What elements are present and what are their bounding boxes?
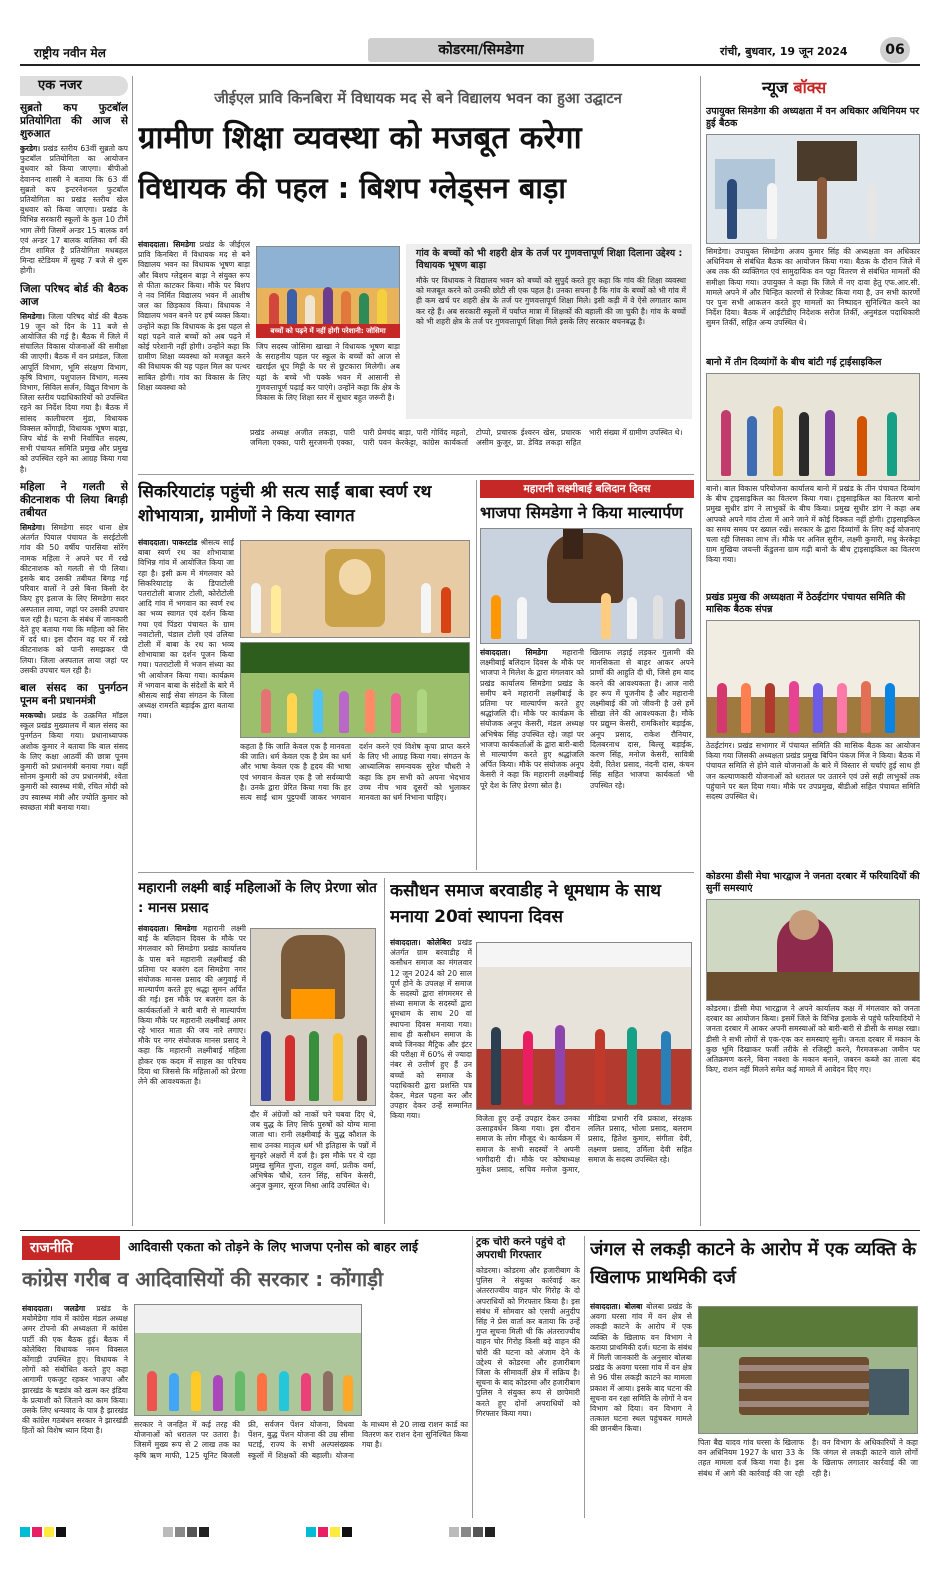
- politics-label: [22, 1236, 120, 1260]
- item-body: जिला परिषद बोर्ड की बैठक 19 जून को दिन के 11 बजे से आयोजित की गई है। बैठक में जिले में संचालित विकास योजनाओं की समीक्षा की जाएगी। बैठक में वन प्रमंडल, जिला आपूर्ति विभाग, भूमि संरक्षण विभाग, कृषि विभाग, पशुपालन विभाग, मत्स्य विभाग, सिविल सर्जन, विद्युत विभाग के जिला स्तरीय पदाधिकारियों को उपस्थित रहने का निर्देश दिया गया है। बैठक में सांसद कालीचरण मुंडा, विधायक विक्सल कोंगाड़ी, विधायक भूषण बाड़ा, जिप बोर्ड के सभी निर्वाचित सदस्य, सभी पंचायत समिति प्रमुख और प्रमुख को उपस्थित रहने का आग्रह किया गया है।: [20, 311, 128, 474]
- ek-najar-item: [20, 682, 128, 813]
- politics-kicker-text: आदिवासी एकता को तोड़ने के लिए भाजपा एनोस को बाहर लाई: [128, 1239, 418, 1254]
- forest-byline: संवाददाता। बोलबा: [590, 1302, 643, 1311]
- item-dateline: मरकच्चो।: [20, 710, 47, 720]
- ek-najar-header: [20, 76, 128, 96]
- politics-body-2: सरकार ने जनहित में कई तरह की योजनाओं को धरातल पर उतारा है। जिसमें मुख्य रूप से 2 लाख तक का कृषि ऋण माफी, 125 यूनिट बिजली फ्री, सर्वजन पेंशन योजना, विधवा पेंशन, बुद्ध पेंशन योजना की उम्र सीमा घटाई, राज्य के सभी अल्पसंख्यक स्कूलों में शिक्षकों की बहाली। योजना के माध्यम से 20 लाख राशन कार्ड का वितरण कर राशन देना सुनिश्चित किया गया है।: [134, 1420, 468, 1460]
- lead-tail: [250, 428, 694, 468]
- politics-kicker: [128, 1238, 468, 1260]
- column-divider: [700, 76, 701, 1226]
- rani-byline: संवाददाता। सिमडेगा: [138, 924, 197, 933]
- nb-body-1: सिमडेगा। उपायुक्त सिमडेगा अजय कुमार सिंह की अध्यक्षता वन अधिकार अधिनियम से संबंधित बैठक का आयोजन किया गया। बैठक के दौरान जिले में अब तक की व्यक्तिगत एवं सामुदायिक वन पट्टा वितरण से संबंधित मामलों की समीक्षा किया गया। उपायुक्त ने कहा कि जिले में नए दावा हेतु एफ.आर.सी. मामले अपने में और चिन्हित कारणों से रिजेक्ट किया गया है, उन सभी कारणों पर पुनः सभी आकलन करते हुए मामलों का निष्पादन सुनिश्चित करने का निर्देश दिया। बैठक में आईटीडीए निदेशक सरोज तिर्की, अनुमंडल पदाधिकारी सुमन तिर्की, सहित अन्य उपस्थित थे।: [706, 247, 920, 328]
- sai-story: [138, 480, 472, 880]
- ek-najar-column: [20, 76, 128, 1226]
- column-divider: [132, 76, 133, 1226]
- ek-najar-item: [20, 283, 128, 475]
- nb-body-3: ठेठईटांगर। प्रखंड सभागार में पंचायत समिति की मासिक बैठक का आयोजन किया गया जिसकी अध्यक्षता प्रखंड प्रमुख बिपिन पंकज मिंज ने किया। बैठक में पंचायत समिति से होने वाले योजनाओं के बारे में विस्तार से चर्चाएं हुई साथ ही जन कल्याणकारी योजनाओं को धरातल पर उतारने एवं उसे सही लाभुकों तक पहुंचाने पर बल दिया गया। मौके पर उपप्रमुख, बीडीओ सहित पंचायत समिति सदस्य उपस्थित थे।: [706, 741, 920, 802]
- lead-body: [138, 240, 250, 425]
- bjp-story: [480, 480, 694, 880]
- politics-headline: [22, 1264, 470, 1298]
- politics-body-text: प्रखंड के मयोमेडेगा गांव में कांग्रेस मंडल अध्यक्ष अमर टोपनो की अध्यक्षता में कांग्रेस पार्टी की एक बैठक हुई। बैठक में कोलेबिरा विधायक नमन विक्सल कोंगाड़ी उपस्थित हुए। विधायक ने लोगों को संबोधित करते हुए कहा आगामी एकजुट रहकर भाजपा और झारखंड के षड्यंत्र को खत्म कर इंडिया के प्रत्याशी को जिताने का काम किया। उसके लिए धन्यवाद के पात्र है झारखंड की कांग्रेस गठबंधन सरकार ने झारखंडी हितों को विशेष ध्यान दिया है।: [22, 1304, 128, 1436]
- kasaudhan-body-2: विजेता हुए उन्हें उपहार देकर उनका उत्साहवर्धन किया गया। इस दौरान समाज के लोग मौजूद थे। कार्यक्रम में समाज के सभी सदस्यों ने अपनी भागीदारी दी। मौके पर कोषाध्यक्ष मुकेश प्रसाद, सचिव मनोज कुमार, मीडिया प्रभारी रवि प्रकाश, संरक्षक ललित प्रसाद, भोला प्रसाद, बलराम प्रसाद, हितेश कुमार, संगीता देवी, लक्ष्मण प्रसाद, उर्मिला देवी सहित समाज के सदस्य उपस्थित रहे।: [476, 1114, 692, 1175]
- sai-photo-1: [240, 540, 470, 638]
- item-headline: सुब्रतो कप फुटबॉल प्रतियोगिता की आज से शुरुआत: [20, 102, 128, 140]
- rani-photo: [250, 928, 376, 1106]
- nb-photo-3: [706, 620, 920, 738]
- lead-headline-2: विधायक की पहल : बिशप ग्लेड्सन बाड़ा: [138, 171, 566, 205]
- kasaudhan-body: प्रखंड अंतर्गत ग्राम बरवाडीह में कसौधन समाज का मंगलवार 12 जून 2024 को 20 साल पूर्ण होने के उपलक्ष में समाज के सदस्यों द्वारा संगमरमर से संध्या समाज के सदस्यों द्वारा धूमधाम के साथ 20 वां स्थापना दिवस मनाया गया। साथ ही कसौधन समाज के बच्चे जिनका मैट्रिक और इंटर की परीक्षा में 60% से ज्यादा नंबर से उत्तीर्ण हुए हैं उन बच्चों को समाज के पदाधिकारी द्वारा प्रशस्ति पत्र देकर, मेडल पहना कर और उपहार देकर उन्हें सम्मानित किया गया।: [390, 938, 472, 1121]
- row-divider: [20, 1230, 920, 1231]
- politics-photo: [134, 1304, 362, 1416]
- forest-headline: जंगल से लकड़ी काटने के आरोप में एक व्यक्ति के खिलाफ प्राथमिकी दर्ज: [590, 1239, 917, 1288]
- caption-text: बच्चों को पढ़ने में नहीं होगी परेशानी: जोसिमा: [270, 327, 386, 335]
- column-divider: [472, 1236, 473, 1518]
- sai-headline: सिकरियाटांड़ पहुंची श्री सत्य साईं बाबा स्वर्ण रथ शोभायात्रा, ग्रामीणों ने किया स्वागत: [138, 482, 432, 526]
- lead-body-text: प्रखंड के जीईएल प्रावि किनबिरा में विधायक मद से बने विद्यालय भवन का विधायक भूषण बाड़ा और बिशप ग्लेड्सन बाड़ा ने संयुक्त रूप से फीता काटकर किया। मौके पर बिशप ने नव निर्मित विद्यालय भवन में आशीष जल का छिड़काव किया। विधायक ने विद्यालय भवन बनने पर हर्ष व्यक्त किया। उन्होंने कहा कि विधायक के इस पहल से यहां पढ़ने वाले बच्चों को अब पढ़ने में कोई परेशानी नहीं होगी। उन्होंने कहा कि ग्रामीण शिक्षा व्यवस्था को मजबूत करने की विधायक की यह पहल मिल का पत्थर साबित होगी। गांव का विकास के लिए शिक्षा व्यवस्था को: [138, 240, 250, 392]
- sai-byline: संवाददाता। पाकरटांड: [138, 538, 198, 547]
- nb-photo-1: [706, 134, 920, 244]
- rani-story: [138, 878, 378, 1224]
- news-box-label-b: बॉक्स: [793, 78, 827, 97]
- section-title: कोडरमा/सिमडेगा: [368, 38, 594, 62]
- item-headline: महिला ने गलती से कीटनाशक पी लिया बिगड़ी तबीयत: [20, 480, 128, 519]
- forest-story: [590, 1236, 920, 1520]
- lead-byline: संवाददाता। सिमडेगा: [138, 240, 196, 249]
- ek-najar-item: [20, 481, 128, 676]
- quote-body: मौके पर विधायक ने विद्यालय भवन को बच्चों को सुपुर्द करते हुए कहा कि गांव की शिक्षा व्यवस्था को मजबूत करने को उनकी छोटी सी एक पहल है। उनका सपना है कि गांव के बच्चों को भी गांव में ही कम खर्च पर शहरी क्षेत्र के तर्ज पर गुणवत्तापूर्ण शिक्षा मिले। इसी कड़ी में वे ऐसे लगातार काम कर रहे हैं। अब सरकारी स्कूलों में पर्याप्त मात्रा में शिक्षकों की बहाली की जा चुकी है। गांव के बच्चों को भी शहरी क्षेत्र के तर्ज पर गुणवत्तापूर्ण शिक्षा मिले इसके लिए सरकार बचनबद्ध है।: [416, 276, 686, 326]
- page-number: 06: [880, 37, 910, 63]
- bjp-body: महारानी लक्ष्मीबाई बलिदान दिवस के मौके पर भाजपा ने मिलेश के द्वारा मंगलवार को प्रखंड कार्यालय सिमडेगा प्रखंड के समीप बने महारानी लक्ष्मीबाई के प्रतिमा पर माल्यार्पण करते हुए श्रद्धांजलि दी। मौके पर कार्यक्रम के संयोजक अनूप केसरी, मंडल अध्यक्ष अभिषेक सिंह उपस्थित रहे। जहां पर भाजपा कार्यकर्ताओं के द्वारा बारी-बारी से माल्यार्पण करते हुए श्रद्धांजलि अर्पित किया। मौके पर संयोजक अनूप केसरी ने कहा कि महारानी लक्ष्मीबाई पूरे देश के लिए प्रेरणा स्रोत है।: [480, 648, 584, 790]
- nb-body-2: बानो। बाल विकास परियोजना कार्यालय बानो में प्रखंड के तीन पंचायत दिव्यांग के बीच ट्राइसाइकिल का वितरण किया गया। ट्राइसाइकिल का वितरण बानो प्रमुख सुधीर डांग ने लाभुकों के बीच किया। प्रमुख सुधीर डांग ने कहा अब आपको अपने गांव टोला में आने जाने में कोई दिक्कत नहीं होगी। ट्राइसाइकिल का समय समय पर ख्याल रखें। सरकार के द्वारा दिव्यांगों के लिए कई योजनाएं चला रही जिसका लाभ लें। मौके पर अनिल सुरीन, लक्ष्मी कुमारी, मधु केरकेट्टा ग्राम मुखिया जयन्ती केंडुलना ग्राम गढ़ी बानो के बीच ट्राइसाइकिल का वितरण किया गया।: [706, 484, 920, 565]
- lead-headline-1: ग्रामीण शिक्षा व्यवस्था को मजबूत करेगा: [138, 120, 582, 156]
- ek-najar-label: एक नजर: [38, 78, 82, 93]
- forest-photo: [698, 1306, 918, 1434]
- masthead: [20, 36, 920, 66]
- bjp-photo: [480, 528, 692, 644]
- politics-label-text: राजनीति: [30, 1240, 73, 1256]
- sai-body-2: कहता है कि जाति केवल एक है मानवता की जाति। धर्म केवल एक है प्रेम का धर्म और भाषा केवल एक है हृदय की भाषा एवं भगवान केवल एक है जो सर्वव्यापी है। उनके द्वारा प्रेरित किया गया कि हर सत्य साईं धाम पुट्टपर्थी जाकर भगवान दर्शन करने एवं विशेष कृपा प्राप्त करने के लिए भी आग्रह किया गया। संगठन के आध्यात्मिक समन्वयक सुरेश चौधरी ने कहा कि हम सभी को अपना भेदभाव उच्च नीच भाव दूसरों को भुलाकर मानवता का धर्म निभाना चाहिए।: [240, 742, 470, 803]
- rani-body: महारानी लक्ष्मी बाई के बलिदान दिवस के मौके पर मंगलवार को सिमडेगा प्रखंड कार्यालय के पास बने महारानी लक्ष्मीबाई की प्रतिमा पर बजरंग दल सिमडेगा नगर संयोजक मानस प्रसाद की अगुवाई में माल्यार्पण करते हुए श्रद्धा सुमन अर्पित की गई। इस मौके पर बजरंग दल के कार्यकर्ताओं ने बारी बारी से माल्यार्पण किया मौके पर महारानी लक्ष्मीबाई अमर रहे भारत माता की जय नारे लगाए। मौके पर नगर संयोजक मानस प्रसाद ने कहा कि महारानी लक्ष्मीबाई महिला होकर एक कदम में साहस का परिचय दिया था जिससे कि महिलाओं को प्रेरणा लेने की आवश्यकता है।: [138, 924, 246, 1087]
- politics-body: [22, 1304, 128, 1518]
- sai-body: श्रीसत्य साईं बाबा स्वर्ण रथ का शोभायात्रा विभिन्न गांव में आयोजित किया जा रहा है। इसी क्रम में मंगलवार को सिकरियाटांड़ के डिपाटोली पतराटोली बाजार टोली, कोरोटोली आदि गांव में भगवान का स्वर्ण रथ का भव्य स्वागत एवं दर्शन किया गया एवं पिंडरा पंचायत के ग्राम नवाटोली, चंडाल टोली एवं उलिया टोली में बाबा के रथ का भव्य शोभायात्रा का दर्शन पूजन किया गया। पतराटोली में भजन संध्या का भी आयोजन किया गया। कार्यक्रम में भगवान बाबा के संदेशों के बारे में श्रीसत्य साईं सेवा संगठन के जिला अध्यक्ष रामरति बड़ाईक द्वारा बताया गया।: [138, 538, 234, 721]
- bjp-body-2: खिलाफ लड़ाई लड़कर गुलामी की मानसिकता से बाहर आकर अपने प्राणों की आहुति दी थी, जिसे हम याद करने की आवश्यकता है। आज नारी हर रूप में पूजनीय है और महारानी लक्ष्मीबाई की जो जीवनी है उसे हमें सीखा लेने की आवश्यकता है। मौके पर प्रद्युम्न केसरी, रामकिशोर बड़ाईक, अनूप प्रसाद, राकेश रौनियार, दिलबरनाथ दास, बिल्लू बड़ाईक, करण सिंह, मनोज केसरी, सावित्री देवी, रितेश प्रसाद, नंदनी दास, कंचन सिंह सहित भाजपा कार्यकर्ता भी उपस्थित रहे।: [590, 648, 694, 790]
- politics-headline-text: कांग्रेस गरीब व आदिवासियों की सरकार : कोंगाड़ी: [22, 1267, 384, 1291]
- paper-name: राष्ट्रीय नवीन मेल: [34, 46, 106, 60]
- registration-color-strip: [20, 1522, 920, 1534]
- forest-body-2: पिता बैद्य यादव गांव घरसा के खिलाफ वन अधिनियम 1927 के धारा 33 के तहत मामला दर्ज किया गया है। इस संबंध में आगे की कार्रवाई की जा रही है। वन विभाग के अधिकारियों ने कहा कि जंगल से लकड़ी काटने वाले लोगों के खिलाफ लगातार कार्रवाई की जा रही है।: [698, 1438, 918, 1478]
- lead-kicker: जीईएल प्रावि किनबिरा में विधायक मद से बने विद्यालय भवन का हुआ उद्घाटन: [214, 91, 622, 107]
- truck-headline: ट्रक चोरी करने पहुंचे दो अपराधी गिरफ्तार: [476, 1236, 566, 1261]
- kasaudhan-headline: कसौधन समाज बरवाडीह ने धूमधाम के साथ मनाया 20वां स्थापना दिवस: [390, 881, 661, 927]
- lead-sub-body: [256, 342, 400, 426]
- nb-headline-2: बानो में तीन दिव्यांगों के बीच बांटी गई ट्राईसाइकिल: [706, 357, 882, 368]
- nb-headline-4: कोडरमा डीसी मेघा भारद्वाज ने जनता दरबार में फरियादियों की सुनीं समस्याएं: [706, 871, 920, 894]
- kasaudhan-photo: [476, 942, 692, 1110]
- forest-body: बोलबा प्रखंड के अवगा घरसा गांव में वन क्षेत्र से लकड़ी काटने के आरोप में एक व्यक्ति के खिलाफ वन विभाग ने कराया प्राथमिकी दर्ज। घटना के संबंध में मिली जानकारी के अनुसार बोलबा प्रखंड के अवगा घरसा गांव में वन क्षेत्र से 96 पीस लकड़ी काटने का मामला प्रकाश में आया। इसके बाद घटना की सूचना वन रक्षा समिति के लोगों ने वन विभाग को दिया। वन विभाग ने तत्काल घटना स्थल पहुंचकर मामले की छानबीन किया।: [590, 1302, 692, 1434]
- row-divider: [138, 474, 694, 475]
- rani-headline: महारानी लक्ष्मी बाई महिलाओं के लिए प्रेरणा स्रोत : मानस प्रसाद: [138, 880, 377, 916]
- row-divider: [138, 872, 694, 873]
- nb-photo-2: [706, 373, 920, 481]
- lead-story: [138, 88, 698, 238]
- column-divider: [584, 1236, 585, 1518]
- item-dateline: सिमडेगा।: [20, 522, 45, 532]
- item-headline: बाल संसद का पुनर्गठन पूनम बनी प्रधानमंत्री: [20, 681, 128, 707]
- item-dateline: कुरडेग।: [20, 144, 41, 153]
- news-box-label-a: न्यूज: [762, 78, 788, 97]
- sub-body-text: जिप सदस्य जोसिमा खाखा ने विधायक भूषण बाड़ा के सराहनीय पहल पर स्कूल के बच्चों को आज से खराईल धूप मिट्टी के घर से छुटकारा मिलेगी। अब यहां के बच्चे भी पक्के भवन में आसानी से गुणवत्तापूर्ण पढ़ाई कर पाएंगे। उन्होंने कहा कि क्षेत्र के विकास के लिए शिक्षा स्तर में सुधार बहुत जरूरी है।: [256, 342, 400, 403]
- politics-byline: संवाददाता। जलडेगा: [22, 1304, 86, 1313]
- rani-body-2: दौर में अंग्रेजों को नाकों चने चबवा दिए थे, जब युद्ध के लिए सिर्फ पुरुषों को योग्य माना जाता था। रानी लक्ष्मीबाई के युद्ध कौशल के साथ उनका मातृत्व धर्म भी इतिहास के पन्नों में सुनहरे अक्षरों में दर्ज है। इस मौके पर ये रहा प्रमुख सुमित गुप्ता, राहुल वर्मा, प्रतीक वर्मा, अभिषेक चौधे, रतन सिंह, सचिन केसरी, अनुज कुमार, सूरज मिश्रा आदि उपस्थित थे।: [250, 1110, 376, 1191]
- bjp-byline: संवाददाता। सिमडेगा: [480, 648, 548, 657]
- column-divider: [384, 878, 385, 1224]
- item-body: प्रखंड स्तरीय 63वीं सुब्रतो कप फुटबॉल प्रतियोगिता का आयोजन बुधवार को किया जाएगा। बीपीओ देवानन्द शास्त्री ने बताया कि 63 वीं सुब्रतो कप इन्टरनेशनल फुटबॉल प्रतियोगिता का प्रखंड स्तरीय खेल बुधवार को किया जाएगा। प्रखंड के विभिन्न सरकारी स्कूलों के कुल 10 टीमें भाग लेंगी जिसमें अन्डर 15 बालक वर्ग एवं अन्डर 17 बालक बालिका वर्ग की टीम शामिल है प्रतियोगिता मधबहल मिन्दा स्टेडियम में सुबह 7 बजे से शुरू होगी।: [20, 144, 128, 276]
- news-box: [706, 76, 920, 1226]
- item-headline: जिला परिषद बोर्ड की बैठक आज: [20, 282, 128, 308]
- lead-quote-box: [406, 244, 692, 419]
- bjp-banner-text: महारानी लक्ष्मीबाई बलिदान दिवस: [523, 483, 651, 495]
- kasaudhan-story: [390, 878, 694, 1224]
- ek-najar-item: [20, 102, 128, 277]
- quote-head: गांव के बच्चों को भी शहरी क्षेत्र के तर्ज पर गुणवत्तापूर्ण शिक्षा दिलाना उद्देश्य : विधायक भूषण बाड़ा: [416, 248, 683, 271]
- item-body: सिमडेगा सदर थाना क्षेत्र अंतर्गत पियाल पंचायत के सरईटोली गांव की 50 वर्षीय पारसिया सोरेंग नामक महिला ने अपने घर में रखे कीटनाशक को गलती से पी लिया। इसके बाद उसकी तबीयत बिगड़ गई परिवार वालों ने उसे बिना किसी देर किए हुए इलाज के लिए सिमडेगा सदर अस्पताल लाया, जहां पर उसकी उपचार चल रही है। घटना के संबंध में जानकारी देते हुए बताया गया कि महिला को सिर में दर्द था। इस दौरान वह घर में रखे कीटनाशक को पानी समझकर पी लिया। जिला अस्पताल लाया जहां पर उसकी उपचार चल रही है।: [20, 522, 128, 675]
- sai-photo-2: [240, 642, 470, 738]
- nb-headline-3: प्रखंड प्रमुख की अध्यक्षता में ठेठईटांगर पंचायत समिति की मासिक बैठक संपन्न: [706, 592, 906, 615]
- lead-photo-caption: [256, 324, 400, 338]
- column-divider: [476, 480, 477, 870]
- truck-body: कोडरमा। कोडरमा और हजारीबाग के पुलिस ने संयुक्त कार्रवाई कर अंतरराज्यीय वाहन चोर गिरोह के दो अपराधियों को गिरफ्तार किया है। इस संबंध में सोमवार को एसपी अनुदीप सिंह ने प्रेस वार्ता कर बताया कि उन्हें गुप्त सूचना मिली थी कि अंतरराज्यीय वाहन चोर गिरोह किसी बड़े वाहन की चोरी की घटना को अंजाम देने के उद्देश्य से कोडरमा और हजारीबाग जिला के सीमावर्ती क्षेत्र में सक्रिय है। सूचना के बाद कोडरमा और हजारीबाग पुलिस ने संयुक्त रूप से छापेमारी करते हुए दोनों अपराधियों को गिरफ्तार किया गया।: [476, 1266, 580, 1418]
- bjp-headline: भाजपा सिमडेगा ने किया माल्यार्पण: [480, 503, 683, 522]
- dateline: रांची, बुधवार, 19 जून 2024: [720, 45, 848, 58]
- lead-tail-text: प्रखंड अध्यक्ष अजीत लकड़ा, पारी जमिला एक्का, पारी सुरजमनी एक्का, पारी प्रेमचंद बाड़ा, पारी गोविंद महतो, पारी पवन केरकेट्टा, कांग्रेस कार्यकर्ता टोप्पो, प्रचारक ईश्वरन खेस, प्रचारक असीम कुजूर, प्रा. डेविड लकड़ा सहित भारी संख्या में ग्रामीण उपस्थित थे।: [250, 428, 683, 448]
- nb-photo-4: [706, 899, 920, 1001]
- item-body: प्रखंड के उत्क्रमित मॉडल स्कूल प्रखंड मुख्यालय में बाल संसद का पुनर्गठन किया गया। प्रधानाध्यापक अशोक कुमार ने बताया कि बाल संसद के लिए कक्षा आठवीं की छात्रा पूनम कुमारी को प्रधानमंत्री बनाया गया। वहीं सोनम कुमारी को उप प्रधानमंत्री, श्वेता कुमारी को स्वास्थ्य मंत्री, रचित मोदी को उप स्वास्थ्य मंत्री और ज्योति कुमार को स्वच्छता मंत्री बनाया गया।: [20, 710, 128, 812]
- truck-story: [476, 1236, 580, 1518]
- bjp-banner: [480, 480, 694, 498]
- nb-body-4: कोडरमा। डीसी मेघा भारद्वाज ने अपने कार्यालय कक्ष में मंगलवार को जनता दरबार का आयोजन किया। इसमें जिले के विभिन्न इलाके से पहुंचे फरियादियों ने जनता दरबार में आकर अपनी समस्याओं को बारी-बारी से डीसी के समक्ष रखा। डीसी ने सभी लोगों से एक-एक कर समस्याएं सुनी। जनता दरबार में मकान के कुछ भूमि दिखाकर फर्जी तरीके से रजिस्ट्री करने, गैरमजरूआ जमीन पर अतिक्रमण करने, बिना नक्शा के मकान बनाने, जबरन कब्जे का ताला बंद किए, राशन नहीं मिलने समेत कई मामले में आवेदन दिए गए।: [706, 1004, 920, 1075]
- nb-headline-1: उपायुक्त सिमडेगा की अध्यक्षता में वन अधिकार अधिनियम पर हुई बैठक: [706, 106, 919, 129]
- item-dateline: सिमडेगा।: [20, 311, 45, 321]
- kasaudhan-byline: संवाददाता। कोलेबिरा: [390, 938, 452, 947]
